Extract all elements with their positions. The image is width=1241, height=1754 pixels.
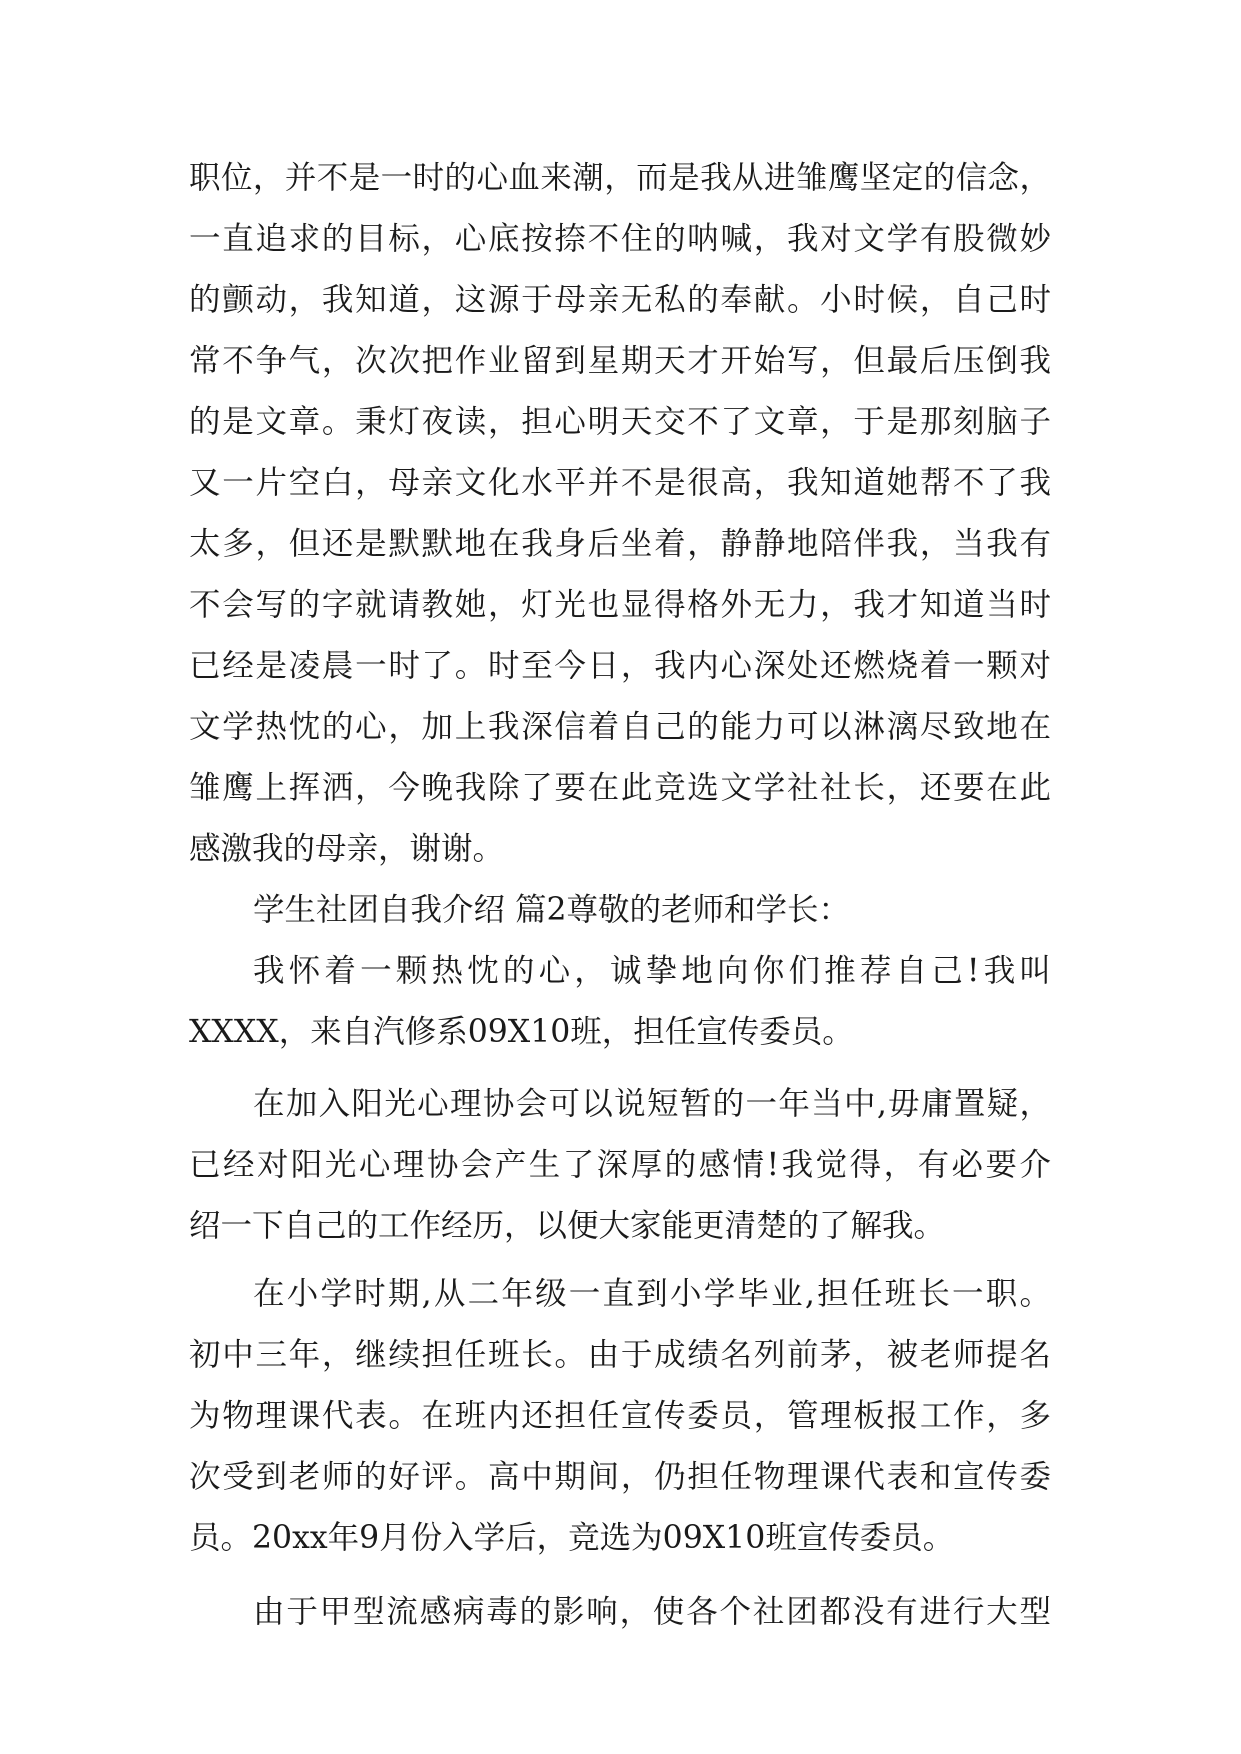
paragraph-line: 初中三年，继续担任班长。由于成绩名列前茅，被老师提名 (189, 1337, 1051, 1373)
paragraph-line: 常不争气，次次把作业留到星期天才开始写，但最后压倒我 (189, 343, 1051, 379)
section-heading: 学生社团自我介绍 篇2尊敬的老师和学长： (253, 892, 851, 928)
paragraph-line: 在小学时期,从二年级一直到小学毕业,担任班长一职。 (253, 1276, 1051, 1312)
paragraph-line: 员。20xx年9月份入学后，竞选为09X10班宣传委员。 (189, 1520, 955, 1556)
paragraph-line: 绍一下自己的工作经历，以便大家能更清楚的了解我。 (189, 1208, 946, 1244)
paragraph-line: 不会写的字就请教她，灯光也显得格外无力，我才知道当时 (189, 587, 1051, 623)
paragraph-line: 由于甲型流感病毒的影响，使各个社团都没有进行大型 (253, 1594, 1051, 1630)
paragraph-line: 雏鹰上挥洒，今晚我除了要在此竞选文学社社长，还要在此 (189, 770, 1051, 806)
paragraph-line: 职位，并不是一时的心血来潮，而是我从进雏鹰坚定的信念， (189, 160, 1051, 196)
paragraph-line: 又一片空白，母亲文化水平并不是很高，我知道她帮不了我 (189, 465, 1051, 501)
paragraph-line: 一直追求的目标，心底按捺不住的呐喊，我对文学有股微妙 (189, 221, 1051, 257)
paragraph-line: 的颤动，我知道，这源于母亲无私的奉献。小时候，自己时 (189, 282, 1051, 318)
paragraph-line: 太多，但还是默默地在我身后坐着，静静地陪伴我，当我有 (189, 526, 1051, 562)
paragraph-line: 我怀着一颗热忱的心，诚挚地向你们推荐自己!我叫 (253, 953, 1051, 989)
document-body (189, 148, 1051, 1643)
paragraph-line: 的是文章。秉灯夜读，担心明天交不了文章，于是那刻脑子 (189, 404, 1051, 440)
paragraph-line: 在加入阳光心理协会可以说短暂的一年当中,毋庸置疑， (253, 1086, 1051, 1122)
paragraph-line: 已经是凌晨一时了。时至今日，我内心深处还燃烧着一颗对 (189, 648, 1051, 684)
paragraph-line: 已经对阳光心理协会产生了深厚的感情!我觉得，有必要介 (189, 1147, 1051, 1183)
paragraph-line: 文学热忱的心，加上我深信着自己的能力可以淋漓尽致地在 (189, 709, 1051, 745)
paragraph-line: 为物理课代表。在班内还担任宣传委员，管理板报工作，多 (189, 1398, 1051, 1434)
paragraph-line: 感激我的母亲，谢谢。 (189, 831, 505, 867)
paragraph-line: XXXX，来自汽修系09X10班，担任宣传委员。 (189, 1014, 854, 1050)
paragraph-line: 次受到老师的好评。高中期间，仍担任物理课代表和宣传委 (189, 1459, 1051, 1495)
